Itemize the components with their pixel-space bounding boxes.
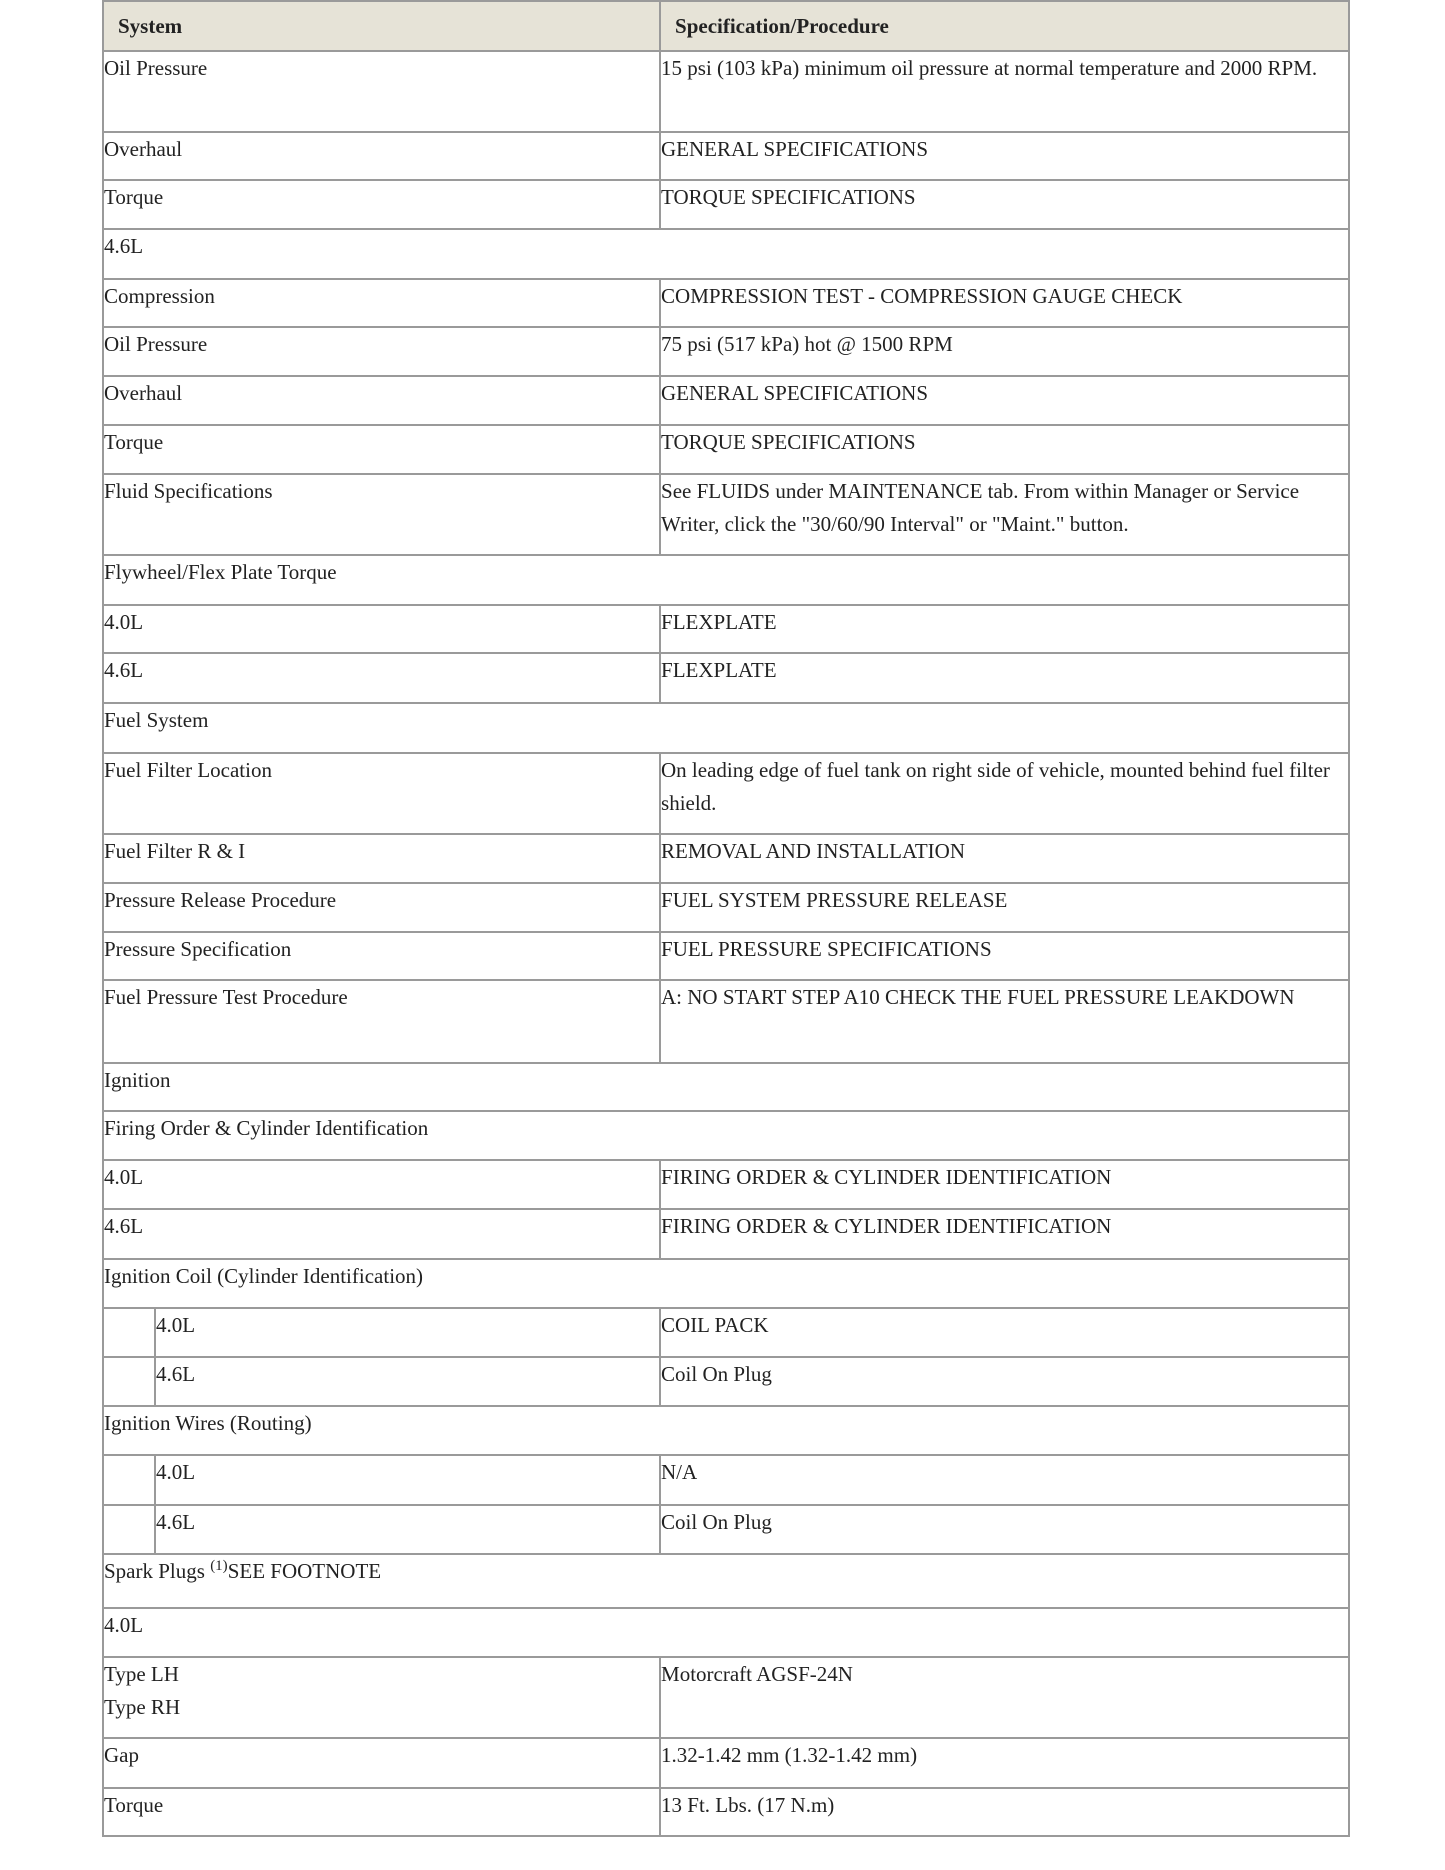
system-cell: Compression [103, 279, 660, 327]
footnote-marker: (1) [210, 1558, 228, 1574]
system-cell: 4.6L [155, 1505, 660, 1554]
section-cell: Flywheel/Flex Plate Torque [103, 555, 1349, 605]
spec-cell: FIRING ORDER & CYLINDER IDENTIFICATION [660, 1209, 1349, 1259]
table-row [103, 1608, 1349, 1657]
table-row [103, 1160, 1349, 1209]
system-cell: Pressure Specification [103, 932, 660, 980]
spec-cell: See FLUIDS under MAINTENANCE tab. From within Manager or Service Writer, click the "30/60/90 Interval" or "Maint." button. [660, 474, 1349, 555]
table-row [103, 132, 1349, 180]
system-cell: Torque [103, 1788, 660, 1836]
section-cell: Ignition Coil (Cylinder Identification) [103, 1259, 1349, 1308]
section-label: Spark Plugs [104, 1559, 211, 1583]
system-cell: 4.0L [155, 1455, 660, 1505]
section-cell: 4.6L [103, 229, 1349, 279]
system-cell: Overhaul [103, 376, 660, 425]
spec-cell: A: NO START STEP A10 CHECK THE FUEL PRESSURE LEAKDOWN [660, 980, 1349, 1063]
table-row [103, 1308, 1349, 1357]
system-cell: Oil Pressure [103, 327, 660, 376]
table-row [103, 1738, 1349, 1788]
indent-gutter-cell [103, 1308, 155, 1357]
indent-gutter-cell [103, 1455, 155, 1505]
system-cell: Fluid Specifications [103, 474, 660, 555]
table-row [103, 474, 1349, 555]
table-row [103, 1505, 1349, 1554]
spec-cell: FUEL SYSTEM PRESSURE RELEASE [660, 883, 1349, 932]
spec-cell: N/A [660, 1455, 1349, 1505]
spec-cell: FIRING ORDER & CYLINDER IDENTIFICATION [660, 1160, 1349, 1209]
table-row [103, 555, 1349, 605]
system-cell: Gap [103, 1738, 660, 1788]
system-cell: 4.6L [103, 1209, 660, 1259]
indent-gutter-cell [103, 1505, 155, 1554]
system-cell: Torque [103, 425, 660, 474]
table-row [103, 703, 1349, 753]
table-row [103, 1406, 1349, 1455]
spec-cell: COMPRESSION TEST - COMPRESSION GAUGE CHECK [660, 279, 1349, 327]
spec-cell: Motorcraft AGSF-24N [660, 1657, 1349, 1738]
spec-cell: FLEXPLATE [660, 605, 1349, 653]
system-cell [103, 1657, 660, 1738]
table-row [103, 1111, 1349, 1160]
spec-cell: On leading edge of fuel tank on right side of vehicle, mounted behind fuel filter shield. [660, 753, 1349, 834]
system-cell: Fuel Pressure Test Procedure [103, 980, 660, 1063]
spec-cell: FUEL PRESSURE SPECIFICATIONS [660, 932, 1349, 980]
spec-cell: REMOVAL AND INSTALLATION [660, 834, 1349, 883]
header-row [103, 1, 1349, 51]
table-row [103, 605, 1349, 653]
table-row [103, 229, 1349, 279]
spec-cell: COIL PACK [660, 1308, 1349, 1357]
spec-cell: TORQUE SPECIFICATIONS [660, 425, 1349, 474]
spec-cell: FLEXPLATE [660, 653, 1349, 703]
system-cell: 4.0L [103, 1160, 660, 1209]
table-row [103, 834, 1349, 883]
table-row [103, 51, 1349, 132]
section-cell: 4.0L [103, 1608, 1349, 1657]
system-cell: Torque [103, 180, 660, 229]
table-row [103, 653, 1349, 703]
system-cell: Overhaul [103, 132, 660, 180]
table-row [103, 753, 1349, 834]
table-row [103, 376, 1349, 425]
system-line: Type RH [104, 1695, 181, 1719]
table-row [103, 327, 1349, 376]
system-cell: Fuel Filter Location [103, 753, 660, 834]
indent-gutter-cell [103, 1357, 155, 1406]
system-cell: Oil Pressure [103, 51, 660, 132]
table-row [103, 883, 1349, 932]
table-row [103, 1554, 1349, 1608]
footnote-reference-link[interactable]: SEE FOOTNOTE [227, 1559, 382, 1583]
section-cell [103, 1554, 1349, 1608]
table-row [103, 980, 1349, 1063]
table-row [103, 1259, 1349, 1308]
table-row [103, 279, 1349, 327]
table-body [103, 51, 1349, 1836]
spec-cell: 1.32-1.42 mm (1.32-1.42 mm) [660, 1738, 1349, 1788]
table-row [103, 1657, 1349, 1738]
system-cell: Pressure Release Procedure [103, 883, 660, 932]
system-cell: 4.0L [155, 1308, 660, 1357]
system-cell: 4.6L [155, 1357, 660, 1406]
system-line: Type LH [104, 1662, 179, 1686]
table-row [103, 1788, 1349, 1836]
spec-cell: GENERAL SPECIFICATIONS [660, 376, 1349, 425]
spec-cell: 13 Ft. Lbs. (17 N.m) [660, 1788, 1349, 1836]
table-row [103, 1209, 1349, 1259]
table-row [103, 180, 1349, 229]
section-cell: Firing Order & Cylinder Identification [103, 1111, 1349, 1160]
system-cell: 4.6L [103, 653, 660, 703]
section-cell: Ignition [103, 1063, 1349, 1111]
section-cell: Fuel System [103, 703, 1349, 753]
spec-cell: Coil On Plug [660, 1357, 1349, 1406]
spec-cell: TORQUE SPECIFICATIONS [660, 180, 1349, 229]
spec-cell: Coil On Plug [660, 1505, 1349, 1554]
table-row [103, 932, 1349, 980]
spec-cell: 75 psi (517 kPa) hot @ 1500 RPM [660, 327, 1349, 376]
section-cell: Ignition Wires (Routing) [103, 1406, 1349, 1455]
spec-table [102, 0, 1350, 1837]
system-cell: Fuel Filter R & I [103, 834, 660, 883]
table-row [103, 425, 1349, 474]
system-cell: 4.0L [103, 605, 660, 653]
header-spec: Specification/Procedure [660, 1, 1349, 51]
table-row [103, 1455, 1349, 1505]
spec-cell: 15 psi (103 kPa) minimum oil pressure at normal temperature and 2000 RPM. [660, 51, 1349, 132]
table-row [103, 1357, 1349, 1406]
header-system: System [103, 1, 660, 51]
table-row [103, 1063, 1349, 1111]
spec-cell: GENERAL SPECIFICATIONS [660, 132, 1349, 180]
